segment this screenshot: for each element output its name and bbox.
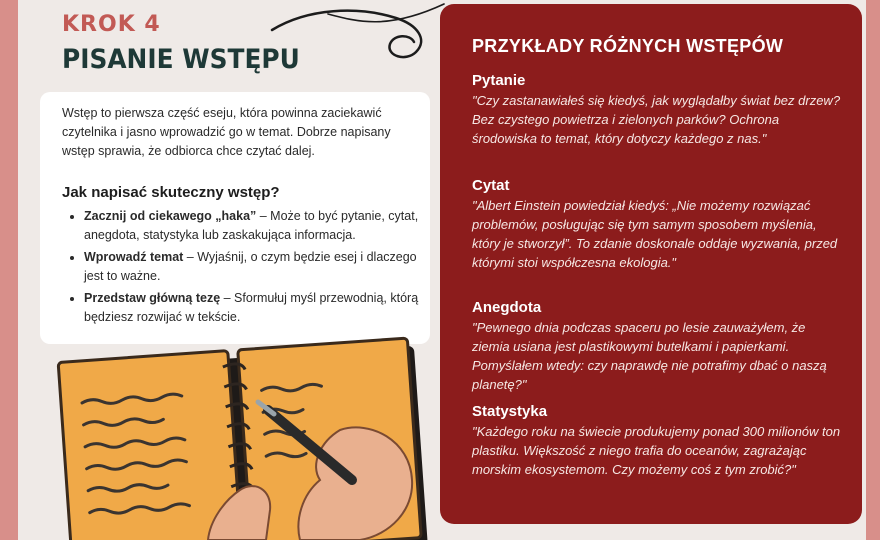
intro-paragraph: Wstęp to pierwsza część eseju, która powinna zaciekawić czytelnika i jasno wprowadzić go w temat. Dobrze napisany wstęp sprawia, że odbiorca chce czytać dalej. bbox=[62, 106, 391, 158]
list-item bbox=[84, 207, 434, 245]
tip-text: – Wyjaśnij, o czym będzie esej i dlaczego jest to ważne. bbox=[84, 250, 417, 283]
example-text-question: "Czy zastanawiałeś się kiedyś, jak wyglądałby świat bez drzew? Bez czystego powietrza i zielonych parków? Ochrona środowiska to temat, który dotyczy każdego z nas." bbox=[472, 93, 841, 146]
example-heading-question: Pytanie bbox=[472, 72, 526, 89]
examples-title: PRZYKŁADY RÓŻNYCH WSTĘPÓW bbox=[472, 36, 784, 56]
left-border-strip bbox=[0, 0, 18, 540]
example-heading-anecdote: Anegdota bbox=[472, 299, 542, 316]
howto-heading: Jak napisać skuteczny wstęp? bbox=[62, 184, 280, 201]
tip-title: Zacznij od ciekawego „haka” bbox=[84, 209, 257, 223]
list-item bbox=[84, 248, 434, 286]
example-text-quote: "Albert Einstein powiedział kiedyś: „Nie możemy rozwiązać problemów, posługując się tym samym sposobem myślenia, który je stworzył”. To zdanie doskonale oddaje wyzwania, przed którymi stoi współczesna ekologia." bbox=[472, 198, 838, 270]
list-item bbox=[84, 289, 434, 327]
notebook-illustration-icon bbox=[40, 330, 440, 540]
step-label: KROK 4 bbox=[62, 12, 161, 37]
example-text-statistic: "Każdego roku na świecie produkujemy ponad 300 milionów ton plastiku. Większość z niego trafia do oceanów, zagrażając morskim ekosystemom. Czy możemy coś z tym zrobić?" bbox=[472, 424, 841, 477]
tip-text: – Sformułuj myśl przewodnią, którą będziesz rozwijać w tekście. bbox=[84, 291, 419, 324]
tip-title: Wprowadź temat bbox=[84, 250, 184, 264]
right-border-strip bbox=[866, 0, 880, 540]
page-title: PISANIE WSTĘPU bbox=[62, 44, 300, 75]
tip-title: Przedstaw główną tezę bbox=[84, 291, 221, 305]
tips-list bbox=[62, 207, 434, 330]
example-heading-quote: Cytat bbox=[472, 177, 510, 194]
example-heading-statistic: Statystyka bbox=[472, 403, 548, 420]
example-text-anecdote: "Pewnego dnia podczas spaceru po lesie zauważyłem, że ziemia usiana jest plastikowymi butelkami i papierkami. Pomyślałem wtedy: czy naprawdę nie potrafimy dbać o naszą planetę?" bbox=[472, 320, 827, 392]
tip-text: – Może to być pytanie, cytat, anegdota, statystyka lub zaskakująca informacja. bbox=[84, 209, 419, 242]
decorative-swirl-icon bbox=[268, 0, 448, 80]
